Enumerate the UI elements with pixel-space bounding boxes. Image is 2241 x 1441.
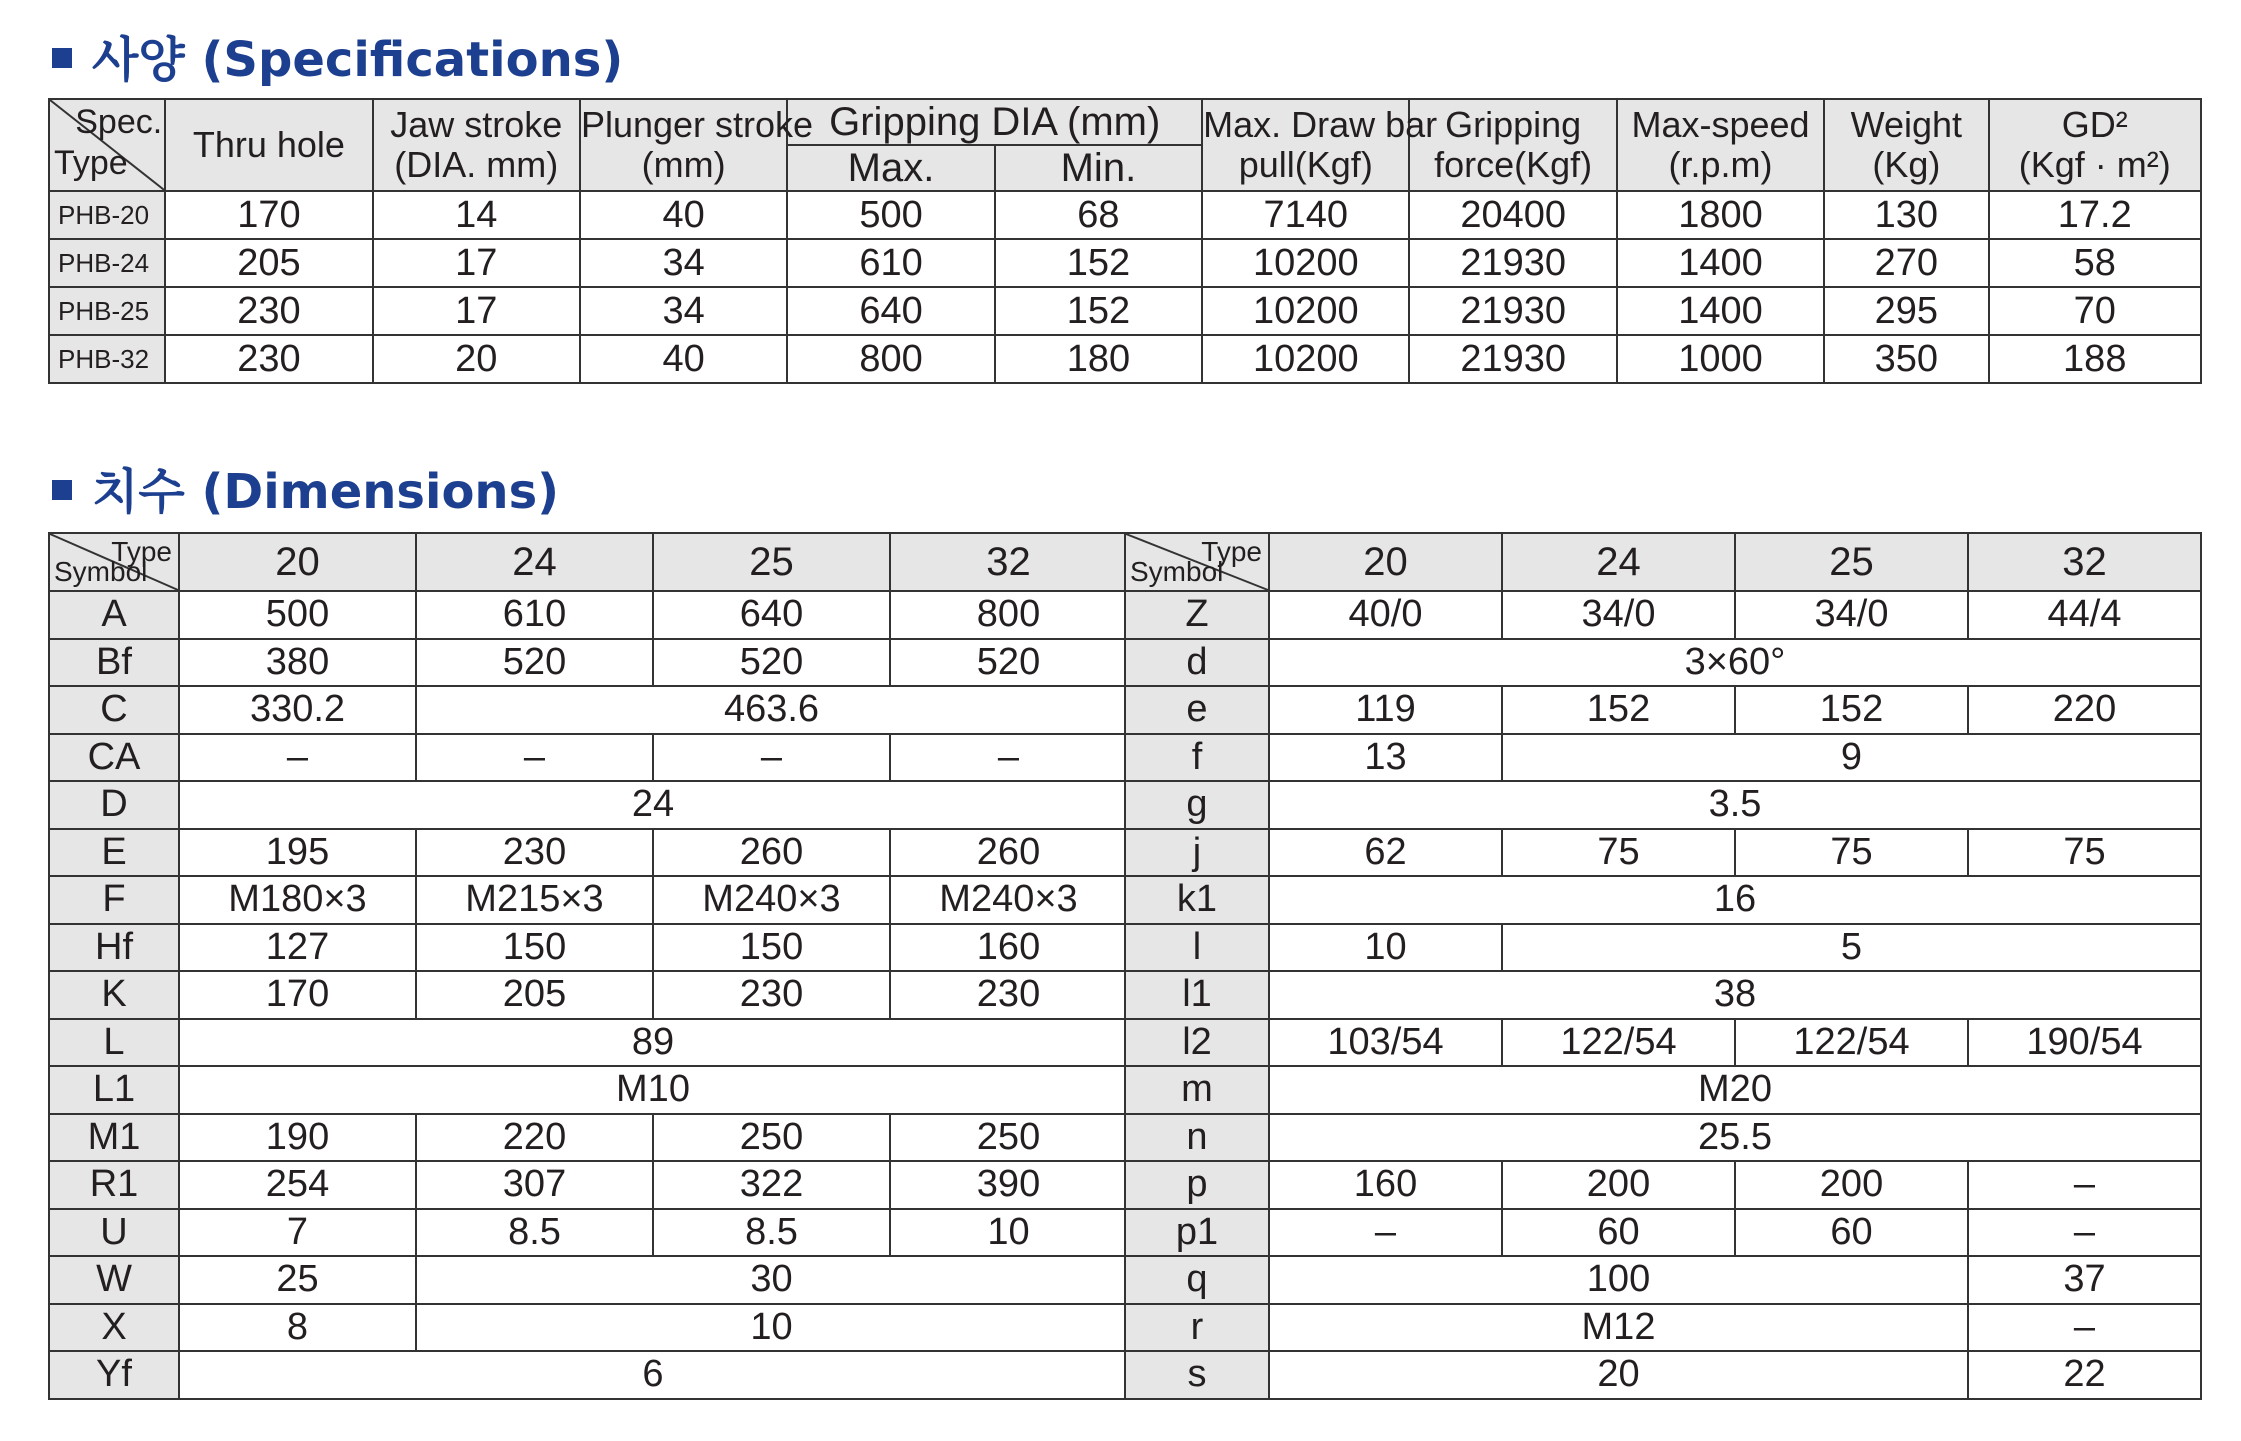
dim-value-cell: 250: [890, 1114, 1127, 1162]
dim-row: [1125, 1114, 2201, 1162]
dim-value-cell: 3.5: [1269, 781, 2201, 829]
spec-value-cell: 10200: [1202, 239, 1409, 287]
dim-symbol-cell: l: [1125, 924, 1269, 972]
dim-value-cell: 152: [1502, 686, 1735, 734]
dim-type-header: 25: [1735, 533, 1968, 591]
dim-row: [1125, 1304, 2201, 1352]
spec-heading-text: 사양 (Specifications): [92, 31, 624, 88]
dim-value-cell: 75: [1968, 829, 2201, 877]
dim-value-cell: 220: [1968, 686, 2201, 734]
header-weight: Weight (Kg): [1824, 99, 1988, 191]
dim-symbol-cell: R1: [49, 1161, 179, 1209]
dim-value-cell: 520: [890, 639, 1127, 687]
dim-symbol-cell: l1: [1125, 971, 1269, 1019]
spec-value-cell: 152: [995, 287, 1202, 335]
spec-value-cell: 20400: [1409, 191, 1616, 239]
dim-symbol-cell: Yf: [49, 1351, 179, 1399]
header-gd2: GD² (Kgf · m²): [1989, 99, 2201, 191]
dim-value-cell: 220: [416, 1114, 653, 1162]
dim-type-header: 24: [416, 533, 653, 591]
spec-value-cell: 21930: [1409, 287, 1616, 335]
dim-symbol-cell: s: [1125, 1351, 1269, 1399]
dim-value-cell: 89: [179, 1019, 1127, 1067]
dim-symbol-cell: n: [1125, 1114, 1269, 1162]
dim-row: [1125, 591, 2201, 639]
spec-corner-cell: [49, 99, 165, 191]
dim-value-cell: 22: [1968, 1351, 2201, 1399]
dim-value-cell: 190: [179, 1114, 416, 1162]
dim-symbol-cell: p1: [1125, 1209, 1269, 1257]
dim-type-header: 32: [1968, 533, 2201, 591]
dim-value-cell: 75: [1735, 829, 1968, 877]
spec-type-cell: PHB-25: [49, 287, 165, 335]
dim-symbol-cell: F: [49, 876, 179, 924]
spec-value-cell: 21930: [1409, 335, 1616, 383]
spec-value-cell: 20: [373, 335, 580, 383]
spec-value-cell: 10200: [1202, 287, 1409, 335]
dim-row: [1125, 924, 2201, 972]
dim-symbol-cell: f: [1125, 734, 1269, 782]
dim-row: [49, 1351, 1127, 1399]
header-min: Min.: [995, 145, 1202, 191]
dim-row: [49, 591, 1127, 639]
dim-corner-bottom: Symbol: [54, 556, 148, 587]
spec-type-cell: PHB-24: [49, 239, 165, 287]
spec-value-cell: 205: [165, 239, 372, 287]
dim-value-cell: 260: [653, 829, 890, 877]
dim-symbol-cell: L: [49, 1019, 179, 1067]
spec-value-cell: 230: [165, 335, 372, 383]
dim-value-cell: 500: [179, 591, 416, 639]
dim-value-cell: 200: [1502, 1161, 1735, 1209]
dim-value-cell: 640: [653, 591, 890, 639]
dim-type-header: 24: [1502, 533, 1735, 591]
dim-row: [49, 734, 1127, 782]
dim-row: [49, 781, 1127, 829]
spec-value-cell: 58: [1989, 239, 2201, 287]
dim-type-header: 20: [179, 533, 416, 591]
dim-value-cell: –: [179, 734, 416, 782]
dim-value-cell: 75: [1502, 829, 1735, 877]
dim-corner-top: Type: [1201, 536, 1262, 567]
dim-symbol-cell: m: [1125, 1066, 1269, 1114]
dim-value-cell: 190/54: [1968, 1019, 2201, 1067]
dim-row: [1125, 1066, 2201, 1114]
dim-value-cell: 150: [416, 924, 653, 972]
dim-heading: [52, 452, 559, 522]
spec-value-cell: 1400: [1617, 239, 1824, 287]
dim-symbol-cell: CA: [49, 734, 179, 782]
dim-row: [49, 971, 1127, 1019]
dim-row: [49, 1256, 1127, 1304]
dim-row: [1125, 876, 2201, 924]
spec-value-cell: 800: [787, 335, 994, 383]
spec-value-cell: 21930: [1409, 239, 1616, 287]
spec-value-cell: 14: [373, 191, 580, 239]
dim-value-cell: 380: [179, 639, 416, 687]
header-draw-bar-pull: Max. Draw bar pull(Kgf): [1202, 99, 1409, 191]
header-max-speed: Max-speed (r.p.m): [1617, 99, 1824, 191]
dim-symbol-cell: p: [1125, 1161, 1269, 1209]
spec-value-cell: 180: [995, 335, 1202, 383]
dim-value-cell: M215×3: [416, 876, 653, 924]
spec-corner-bottom: Type: [54, 143, 128, 182]
dim-row: [49, 1161, 1127, 1209]
dim-symbol-cell: M1: [49, 1114, 179, 1162]
dim-value-cell: 230: [890, 971, 1127, 1019]
dim-row: [49, 1209, 1127, 1257]
dim-corner-top: Type: [111, 536, 172, 567]
spec-value-cell: 40: [580, 191, 787, 239]
dim-row: [49, 1114, 1127, 1162]
dim-value-cell: –: [1968, 1304, 2201, 1352]
dim-value-cell: 10: [1269, 924, 1502, 972]
spec-row: [49, 191, 2201, 239]
dim-symbol-cell: k1: [1125, 876, 1269, 924]
header-thru-hole: Thru hole: [165, 99, 372, 191]
spec-value-cell: 350: [1824, 335, 1988, 383]
dim-value-cell: 520: [416, 639, 653, 687]
dim-value-cell: 25.5: [1269, 1114, 2201, 1162]
dim-value-cell: –: [1968, 1161, 2201, 1209]
header-plunger-stroke: Plunger stroke (mm): [580, 99, 787, 191]
dim-value-cell: 7: [179, 1209, 416, 1257]
dim-row: [1125, 971, 2201, 1019]
dim-value-cell: 205: [416, 971, 653, 1019]
specifications-table: [48, 98, 2202, 384]
dim-value-cell: 254: [179, 1161, 416, 1209]
dim-symbol-cell: E: [49, 829, 179, 877]
dim-row: [49, 1019, 1127, 1067]
dim-value-cell: 37: [1968, 1256, 2201, 1304]
spec-value-cell: 17: [373, 287, 580, 335]
dim-value-cell: 5: [1502, 924, 2201, 972]
dimensions-table-right: [1124, 532, 2202, 1400]
header-max: Max.: [787, 145, 994, 191]
dim-row: [1125, 734, 2201, 782]
dim-value-cell: 122/54: [1502, 1019, 1735, 1067]
dim-value-cell: 6: [179, 1351, 1127, 1399]
dim-value-cell: 195: [179, 829, 416, 877]
dim-value-cell: 34/0: [1735, 591, 1968, 639]
dim-symbol-cell: C: [49, 686, 179, 734]
dim-symbol-cell: d: [1125, 639, 1269, 687]
dim-row: [1125, 1256, 2201, 1304]
spec-value-cell: 130: [1824, 191, 1988, 239]
dim-symbol-cell: U: [49, 1209, 179, 1257]
dim-value-cell: 40/0: [1269, 591, 1502, 639]
spec-value-cell: 230: [165, 287, 372, 335]
dim-corner-cell: [49, 533, 179, 591]
dim-value-cell: 9: [1502, 734, 2201, 782]
dim-value-cell: 170: [179, 971, 416, 1019]
dim-symbol-cell: K: [49, 971, 179, 1019]
dim-value-cell: 62: [1269, 829, 1502, 877]
dim-value-cell: 160: [890, 924, 1127, 972]
spec-type-cell: PHB-20: [49, 191, 165, 239]
dim-type-header: 32: [890, 533, 1127, 591]
dim-value-cell: 250: [653, 1114, 890, 1162]
spec-value-cell: 270: [1824, 239, 1988, 287]
dim-heading-text: 치수 (Dimensions): [92, 463, 560, 520]
dim-value-cell: –: [416, 734, 653, 782]
spec-value-cell: 10200: [1202, 335, 1409, 383]
dim-value-cell: 610: [416, 591, 653, 639]
dim-symbol-cell: Hf: [49, 924, 179, 972]
dim-value-cell: 16: [1269, 876, 2201, 924]
dim-symbol-cell: r: [1125, 1304, 1269, 1352]
dim-value-cell: 13: [1269, 734, 1502, 782]
dim-row: [49, 686, 1127, 734]
dim-value-cell: 260: [890, 829, 1127, 877]
dim-symbol-cell: l2: [1125, 1019, 1269, 1067]
dim-symbol-cell: e: [1125, 686, 1269, 734]
dim-value-cell: 103/54: [1269, 1019, 1502, 1067]
dim-value-cell: M12: [1269, 1304, 1968, 1352]
dim-value-cell: M180×3: [179, 876, 416, 924]
spec-value-cell: 152: [995, 239, 1202, 287]
dim-value-cell: M240×3: [653, 876, 890, 924]
dim-symbol-cell: A: [49, 591, 179, 639]
dim-value-cell: 390: [890, 1161, 1127, 1209]
dim-value-cell: 20: [1269, 1351, 1968, 1399]
spec-value-cell: 640: [787, 287, 994, 335]
spec-value-cell: 188: [1989, 335, 2201, 383]
dim-value-cell: 30: [416, 1256, 1127, 1304]
spec-value-cell: 610: [787, 239, 994, 287]
dim-row: [1125, 1351, 2201, 1399]
spec-type-cell: PHB-32: [49, 335, 165, 383]
header-gripping-force: Gripping force(Kgf): [1409, 99, 1616, 191]
dim-symbol-cell: Bf: [49, 639, 179, 687]
dim-value-cell: 322: [653, 1161, 890, 1209]
spec-corner-top: Spec.: [75, 103, 163, 141]
dim-value-cell: 10: [416, 1304, 1127, 1352]
square-bullet-icon: [52, 480, 72, 500]
dim-value-cell: 127: [179, 924, 416, 972]
dim-value-cell: 520: [653, 639, 890, 687]
dim-value-cell: 25: [179, 1256, 416, 1304]
dim-value-cell: 230: [653, 971, 890, 1019]
dim-row: [1125, 1209, 2201, 1257]
dim-value-cell: 60: [1735, 1209, 1968, 1257]
dim-row: [1125, 1161, 2201, 1209]
dim-corner-cell: [1125, 533, 1269, 591]
dim-row: [1125, 1019, 2201, 1067]
spec-value-cell: 17.2: [1989, 191, 2201, 239]
dim-value-cell: 150: [653, 924, 890, 972]
dim-row: [1125, 781, 2201, 829]
dim-value-cell: 160: [1269, 1161, 1502, 1209]
spec-value-cell: 1400: [1617, 287, 1824, 335]
dim-value-cell: 8.5: [653, 1209, 890, 1257]
dim-row: [49, 924, 1127, 972]
spec-value-cell: 34: [580, 239, 787, 287]
dim-row: [49, 829, 1127, 877]
dim-value-cell: 8.5: [416, 1209, 653, 1257]
dim-value-cell: –: [1968, 1209, 2201, 1257]
dim-row: [49, 876, 1127, 924]
dim-symbol-cell: L1: [49, 1066, 179, 1114]
dim-value-cell: 119: [1269, 686, 1502, 734]
dim-corner-bottom: Symbol: [1130, 556, 1224, 587]
spec-value-cell: 17: [373, 239, 580, 287]
dim-value-cell: 10: [890, 1209, 1127, 1257]
dim-value-cell: 3×60°: [1269, 639, 2201, 687]
dim-symbol-cell: D: [49, 781, 179, 829]
spec-row: [49, 239, 2201, 287]
dim-value-cell: 24: [179, 781, 1127, 829]
dim-type-header: 20: [1269, 533, 1502, 591]
dim-value-cell: 8: [179, 1304, 416, 1352]
dim-value-cell: –: [1269, 1209, 1502, 1257]
dim-row: [1125, 686, 2201, 734]
spec-row: [49, 335, 2201, 383]
dim-value-cell: 330.2: [179, 686, 416, 734]
dim-value-cell: 230: [416, 829, 653, 877]
dimensions-table-left: [48, 532, 1128, 1400]
dim-value-cell: 34/0: [1502, 591, 1735, 639]
spec-value-cell: 34: [580, 287, 787, 335]
header-jaw-stroke: Jaw stroke (DIA. mm): [373, 99, 580, 191]
spec-value-cell: 70: [1989, 287, 2201, 335]
spec-heading: [52, 20, 623, 90]
dim-symbol-cell: j: [1125, 829, 1269, 877]
spec-value-cell: 7140: [1202, 191, 1409, 239]
dim-value-cell: 800: [890, 591, 1127, 639]
dim-value-cell: 463.6: [416, 686, 1127, 734]
spec-value-cell: 68: [995, 191, 1202, 239]
dim-row: [49, 1066, 1127, 1114]
dim-row: [49, 1304, 1127, 1352]
dim-row: [49, 639, 1127, 687]
dim-value-cell: 44/4: [1968, 591, 2201, 639]
dim-value-cell: 122/54: [1735, 1019, 1968, 1067]
dim-value-cell: M10: [179, 1066, 1127, 1114]
dim-type-header: 25: [653, 533, 890, 591]
dim-value-cell: 307: [416, 1161, 653, 1209]
square-bullet-icon: [52, 48, 72, 68]
spec-value-cell: 295: [1824, 287, 1988, 335]
dim-value-cell: 200: [1735, 1161, 1968, 1209]
dim-value-cell: –: [653, 734, 890, 782]
dim-row: [1125, 829, 2201, 877]
dim-value-cell: M240×3: [890, 876, 1127, 924]
dim-value-cell: 100: [1269, 1256, 1968, 1304]
dim-symbol-cell: q: [1125, 1256, 1269, 1304]
dim-value-cell: –: [890, 734, 1127, 782]
spec-value-cell: 170: [165, 191, 372, 239]
dim-value-cell: 60: [1502, 1209, 1735, 1257]
dim-value-cell: M20: [1269, 1066, 2201, 1114]
spec-value-cell: 1000: [1617, 335, 1824, 383]
dim-symbol-cell: g: [1125, 781, 1269, 829]
spec-value-cell: 500: [787, 191, 994, 239]
dim-symbol-cell: Z: [1125, 591, 1269, 639]
dim-row: [1125, 639, 2201, 687]
dim-value-cell: 38: [1269, 971, 2201, 1019]
header-gripping-dia: Gripping DIA (mm): [787, 99, 1202, 145]
dim-symbol-cell: X: [49, 1304, 179, 1352]
spec-value-cell: 1800: [1617, 191, 1824, 239]
dim-symbol-cell: W: [49, 1256, 179, 1304]
dim-value-cell: 152: [1735, 686, 1968, 734]
spec-value-cell: 40: [580, 335, 787, 383]
spec-row: [49, 287, 2201, 335]
